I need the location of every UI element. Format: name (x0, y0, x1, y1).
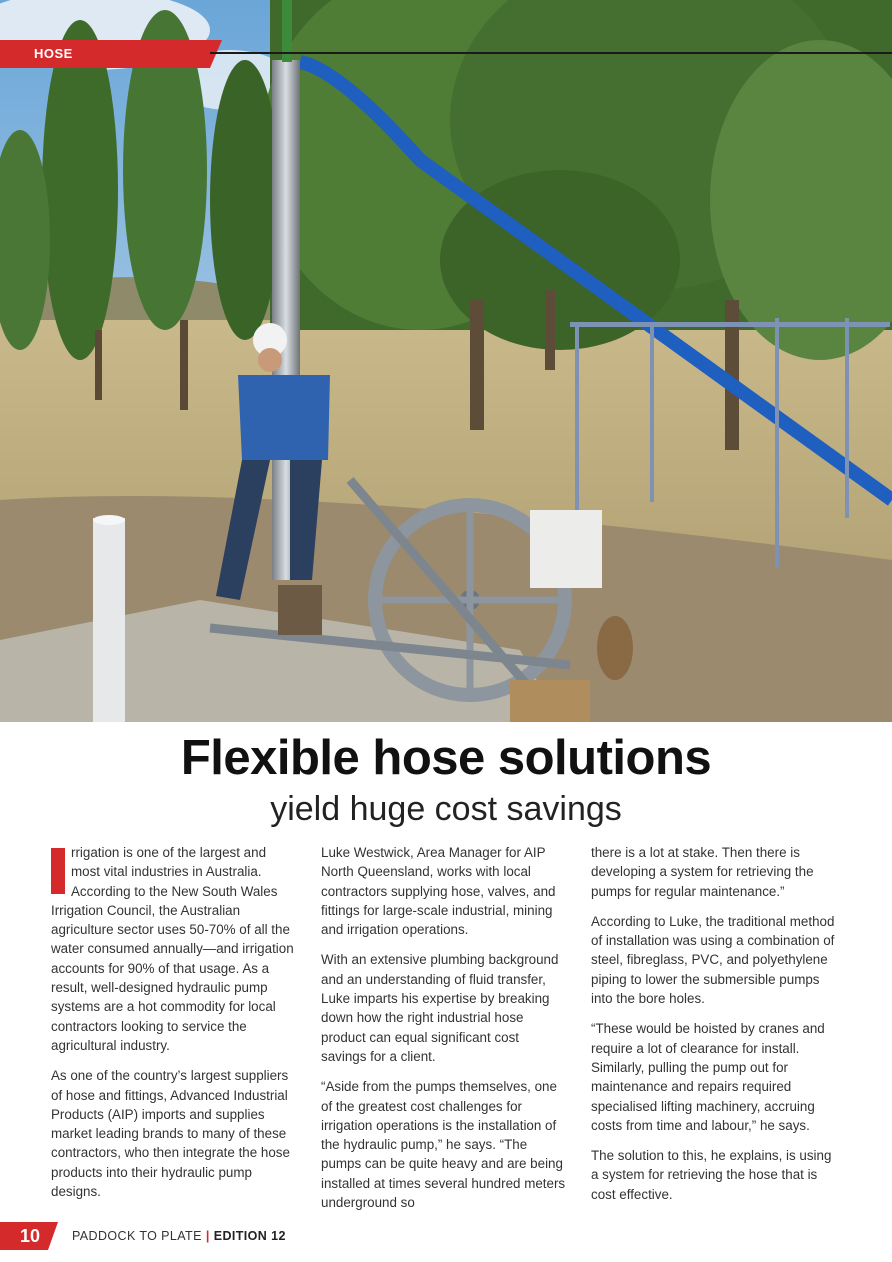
paragraph: The solution to this, he explains, is using a system for retrieving the hose that is cost effective. (591, 1148, 832, 1202)
publication-info (72, 1229, 286, 1243)
drop-cap-bar (51, 848, 65, 894)
article-subtitle: yield huge cost savings (270, 790, 622, 828)
paragraph-text: rrigation is one of the largest and most vital industries in Australia. According to the New South Wales Irrigation Council, the Australian agriculture sector uses 50-70% of all the water consumed annually—and irrigation accounts for 90% of that usage. As a result, well-designed hydraulic pump systems are a hot commodity for local contractors looking to service the agricultural industry. (51, 845, 294, 1053)
section-label: HOSE (34, 46, 73, 61)
edition-label: EDITION 12 (213, 1229, 286, 1243)
paragraph (51, 843, 297, 1055)
paragraph: “These would be hoisted by cranes and require a lot of clearance for install. Similarly, pulling the pump out for maintenance and repairs required specialised lifting machinery, accruing costs from time and labour,” he says. (591, 1021, 825, 1133)
publication-name: PADDOCK TO PLATE (72, 1229, 202, 1243)
article-column-1 (51, 843, 297, 1212)
page-number-badge (0, 1222, 58, 1250)
page-number: 10 (20, 1226, 41, 1246)
article-title: Flexible hose solutions (180, 731, 712, 785)
paragraph: According to Luke, the traditional method of installation was using a combination of steel, fibreglass, PVC, and polyethylene piping to lower the submersible pumps into the bore holes. (591, 913, 835, 1007)
paragraph: Luke Westwick, Area Manager for AIP North Queensland, works with local contractors supplying hose, valves, and fittings for large-scale industrial, mining and irrigation operations. (321, 845, 556, 938)
article-column-3 (591, 843, 837, 1215)
section-rule (210, 52, 892, 54)
page-footer (0, 1222, 892, 1252)
paragraph: there is a lot at stake. Then there is developing a system for retrieving the pumps for regular maintenance.” (591, 845, 814, 899)
paragraph: As one of the country’s largest suppliers of hose and fittings, Advanced Industrial Products (AIP) imports and supplies market leading brands to many of these contractors, who then integrate the hose products into their hydraulic pump designs. (51, 1068, 290, 1200)
section-tag (0, 40, 222, 68)
paragraph: “Aside from the pumps themselves, one of the greatest cost challenges for irrigation operations is the installation of the hydraulic pump,” he says. “The pumps can be quite heavy and are being installed at times several hundred meters underground so (321, 1079, 566, 1211)
article-column-2 (321, 843, 567, 1223)
footer-separator: | (205, 1229, 210, 1243)
paragraph: With an extensive plumbing background and an understanding of fluid transfer, Luke imparts his expertise by breaking down how the right industrial hose product can equal significant cost savings for a client. (321, 952, 559, 1064)
